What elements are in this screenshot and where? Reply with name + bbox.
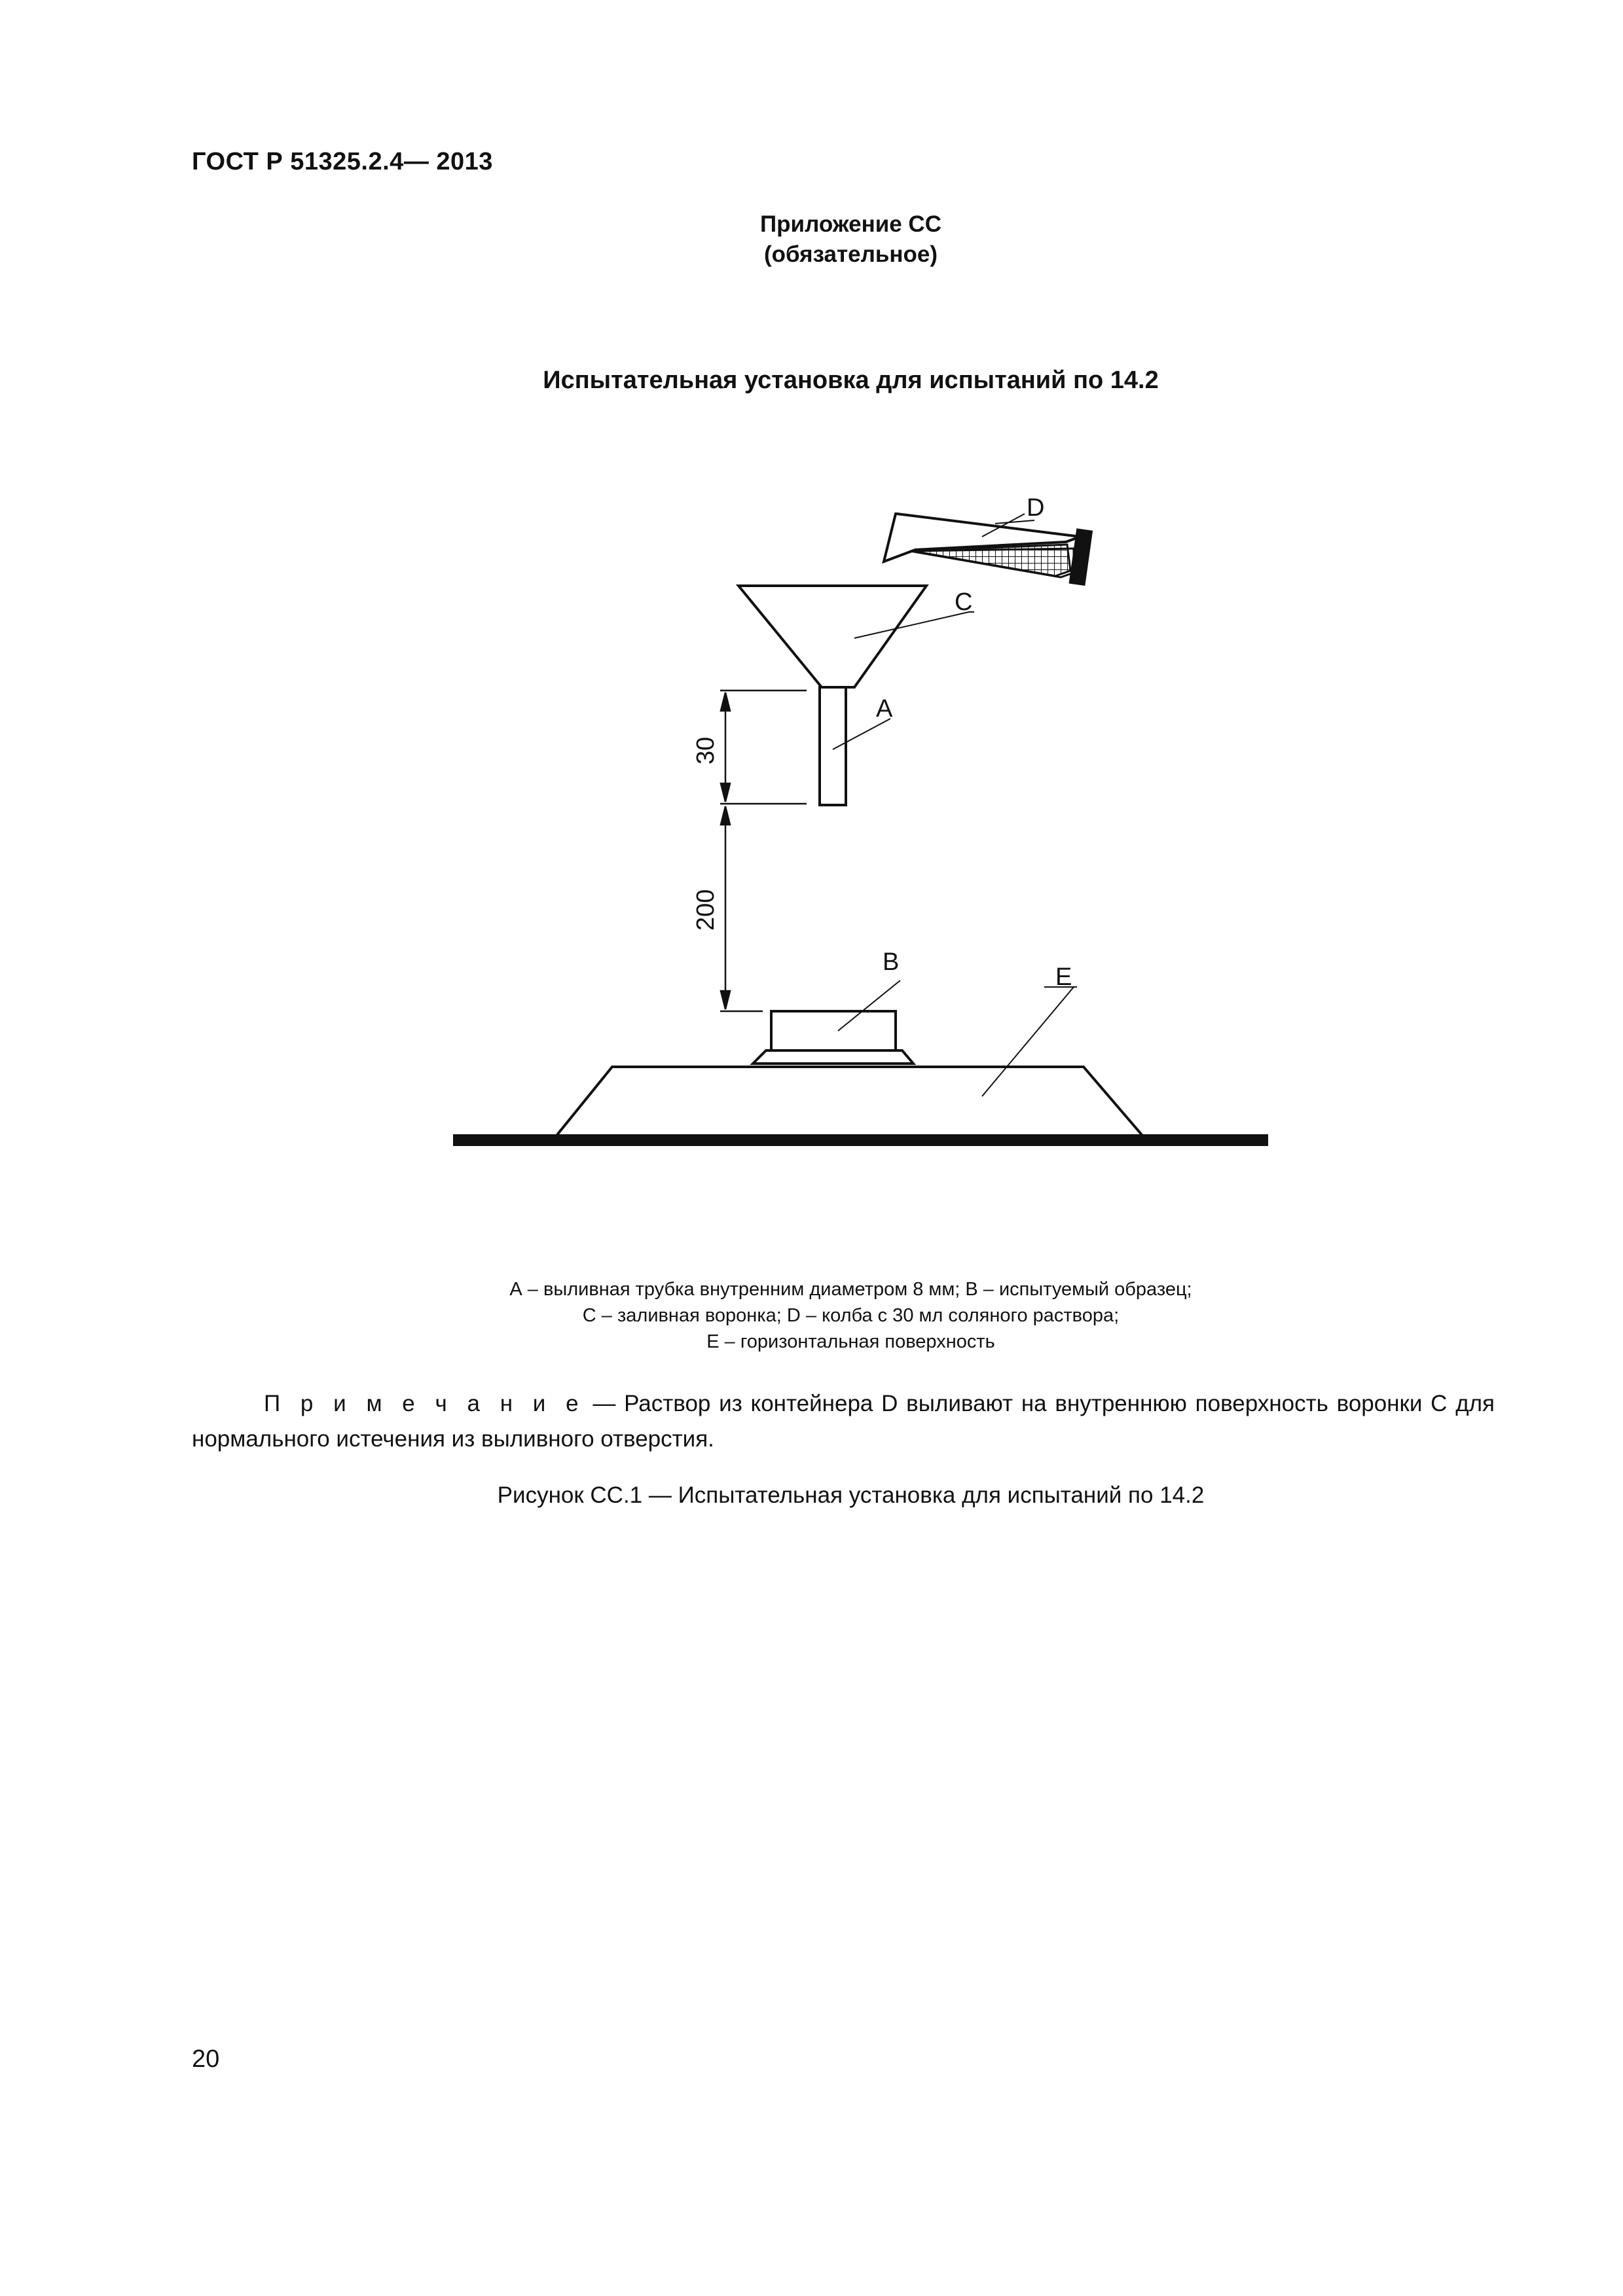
- funnel-c: [739, 586, 926, 687]
- figure-legend: [0, 1276, 1623, 1355]
- label-d: D: [1027, 494, 1045, 522]
- legend-line: Е – горизонтальная поверхность: [706, 1331, 995, 1352]
- annex-status: (обязательное): [763, 242, 938, 267]
- note-label: П р и м е ч а н и е: [264, 1391, 585, 1416]
- note-text: — Раствор из контейнера D выливают на внутреннюю поверхность воронки С для нормального истечения из выливного отверстия.: [192, 1391, 1495, 1452]
- annex-title: Приложение СС: [760, 211, 941, 237]
- legend-line: А – выливная трубка внутренним диаметром 8 мм; В – испытуемый образец;: [509, 1279, 1192, 1300]
- label-a: A: [876, 695, 893, 723]
- flask-d: [884, 514, 1091, 584]
- sample-b: [753, 1011, 913, 1064]
- figure-caption: Рисунок СС.1 — Испытательная установка для испытаний по 14.2: [497, 1482, 1205, 1508]
- surface-e: [453, 1067, 1268, 1146]
- dimension-30: 30: [692, 736, 720, 764]
- legend-line: С – заливная воронка; D – колба с 30 мл соляного раствора;: [582, 1305, 1120, 1326]
- label-b: B: [883, 948, 900, 976]
- dimension-200: 200: [692, 889, 720, 931]
- tube-a: [820, 687, 846, 805]
- page-number: 20: [192, 2045, 220, 2073]
- label-c: C: [955, 588, 973, 616]
- section-heading: Испытательная установка для испытаний по 14.2: [543, 367, 1159, 394]
- label-e: E: [1055, 963, 1072, 991]
- document-code: ГОСТ Р 51325.2.4— 2013: [192, 148, 493, 175]
- note-paragraph: [192, 1386, 1495, 1457]
- dimension-lines: [720, 691, 807, 1011]
